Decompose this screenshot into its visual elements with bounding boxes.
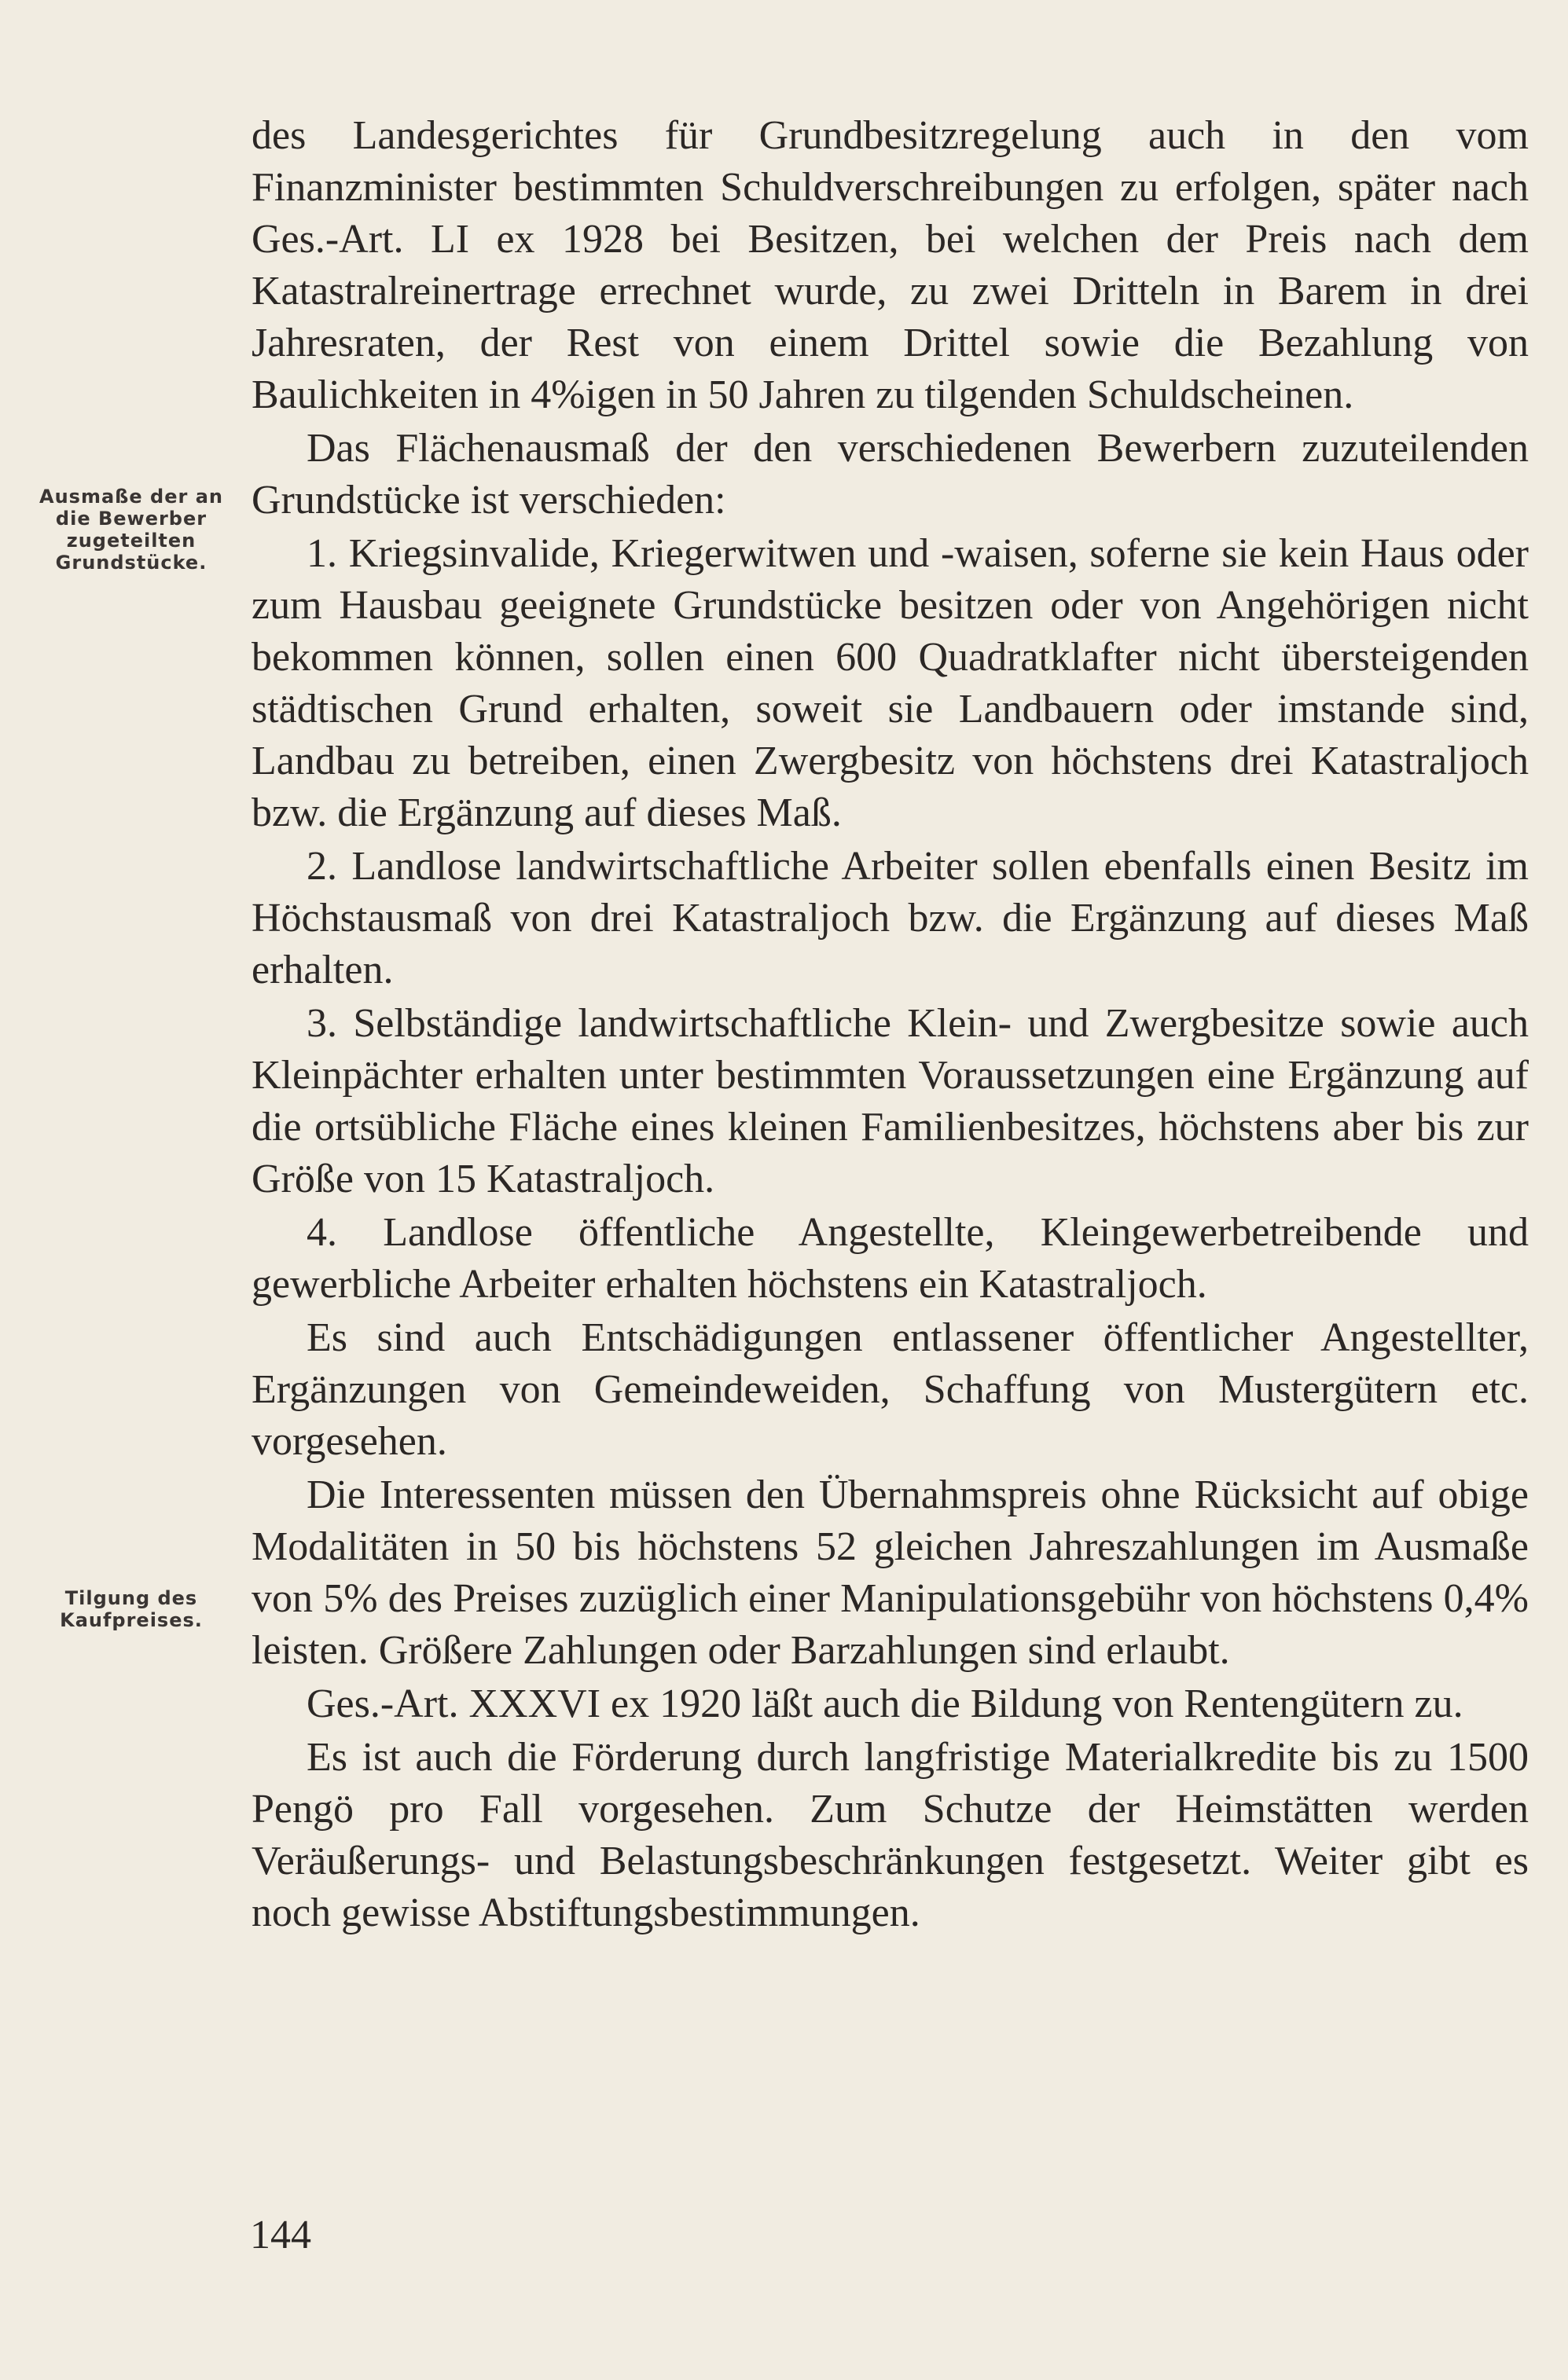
paragraph-repayment: Die Interessenten müssen den Übernahmspreis ohne Rücksicht auf obige Modalitäten in 50 bis höchstens 52 gleichen Jahreszahlungen im Ausmaße von 5% des Preises zuzüglich einer Manipulationsgebühr von höchstens 0,4% leisten. Größere Zahlungen oder Barzahlungen sind erlaubt. bbox=[252, 1472, 1529, 1673]
paragraph-rent-estates: Ges.-Art. XXXVI ex 1920 läßt auch die Bildung von Rentengütern zu. bbox=[307, 1681, 1463, 1726]
paragraph-compensations: Es sind auch Entschädigungen entlassener öffentlicher Angestellter, Ergänzungen von Gemeindeweiden, Schaffung von Mustergütern etc. vorgesehen. bbox=[252, 1315, 1529, 1464]
paragraph-item-1: 1. Kriegsinvalide, Kriegerwitwen und -waisen, soferne sie kein Haus oder zum Hausbau geeignete Grundstücke besitzen oder von Angehörigen nicht bekommen können, sollen einen 600 Quadratklafter nicht übersteigenden städtischen Grund erhalten, soweit sie Landbauern oder imstande sind, Landbau zu betreiben, einen Zwergbesitz von höchstens drei Katastraljoch bzw. die Ergänzung auf dieses Maß. bbox=[252, 531, 1529, 835]
paragraph-area-intro: Das Flächenausmaß der den verschiedenen Bewerbern zuzuteilenden Grundstücke ist verschieden: bbox=[252, 426, 1529, 523]
paragraph-payment-terms: des Landesgerichtes für Grundbesitzregelung auch in den vom Finanzminister bestimmten Schuldverschreibungen zu erfolgen, später nach Ges.-Art. LI ex 1928 bei Besitzen, bei welchen der Preis nach dem Katastralreinertrage errechnet wurde, zu zwei Dritteln in Barem in drei Jahresraten, der Rest von einem Drittel sowie die Bezahlung von Baulichkeiten in 4%igen in 50 Jahren zu tilgenden Schuldscheinen. bbox=[252, 113, 1529, 417]
marginal-note-area-allotment: Ausmaße der an die Bewerber zugeteilten Grundstücke. bbox=[39, 486, 223, 574]
paragraph-item-3: 3. Selbständige landwirtschaftliche Klein- und Zwergbesitze sowie auch Kleinpächter erhalten unter bestimmten Voraussetzungen eine Ergänzung auf die ortsübliche Fläche eines kleinen Familienbesitzes, höchstens aber bis zur Größe von 15 Katastraljoch. bbox=[252, 1001, 1529, 1201]
page-number: 144 bbox=[250, 2213, 311, 2257]
body-text bbox=[252, 110, 1529, 1941]
paragraph-item-2: 2. Landlose landwirtschaftliche Arbeiter sollen ebenfalls einen Besitz im Höchstausmaß von drei Katastraljoch bzw. die Ergänzung auf dieses Maß erhalten. bbox=[252, 844, 1529, 992]
marginal-note-repayment: Tilgung des Kaufpreises. bbox=[60, 1587, 203, 1631]
paragraph-item-4: 4. Landlose öffentliche Angestellte, Kleingewerbetreibende und gewerbliche Arbeiter erhalten höchstens ein Katastraljoch. bbox=[252, 1210, 1529, 1307]
paragraph-credits: Es ist auch die Förderung durch langfristige Materialkredite bis zu 1500 Pengö pro Fall vorgesehen. Zum Schutze der Heimstätten werden Veräußerungs- und Belastungsbeschränkungen festgesetzt. Weiter gibt es noch gewisse Abstiftungsbestimmungen. bbox=[252, 1735, 1529, 1935]
